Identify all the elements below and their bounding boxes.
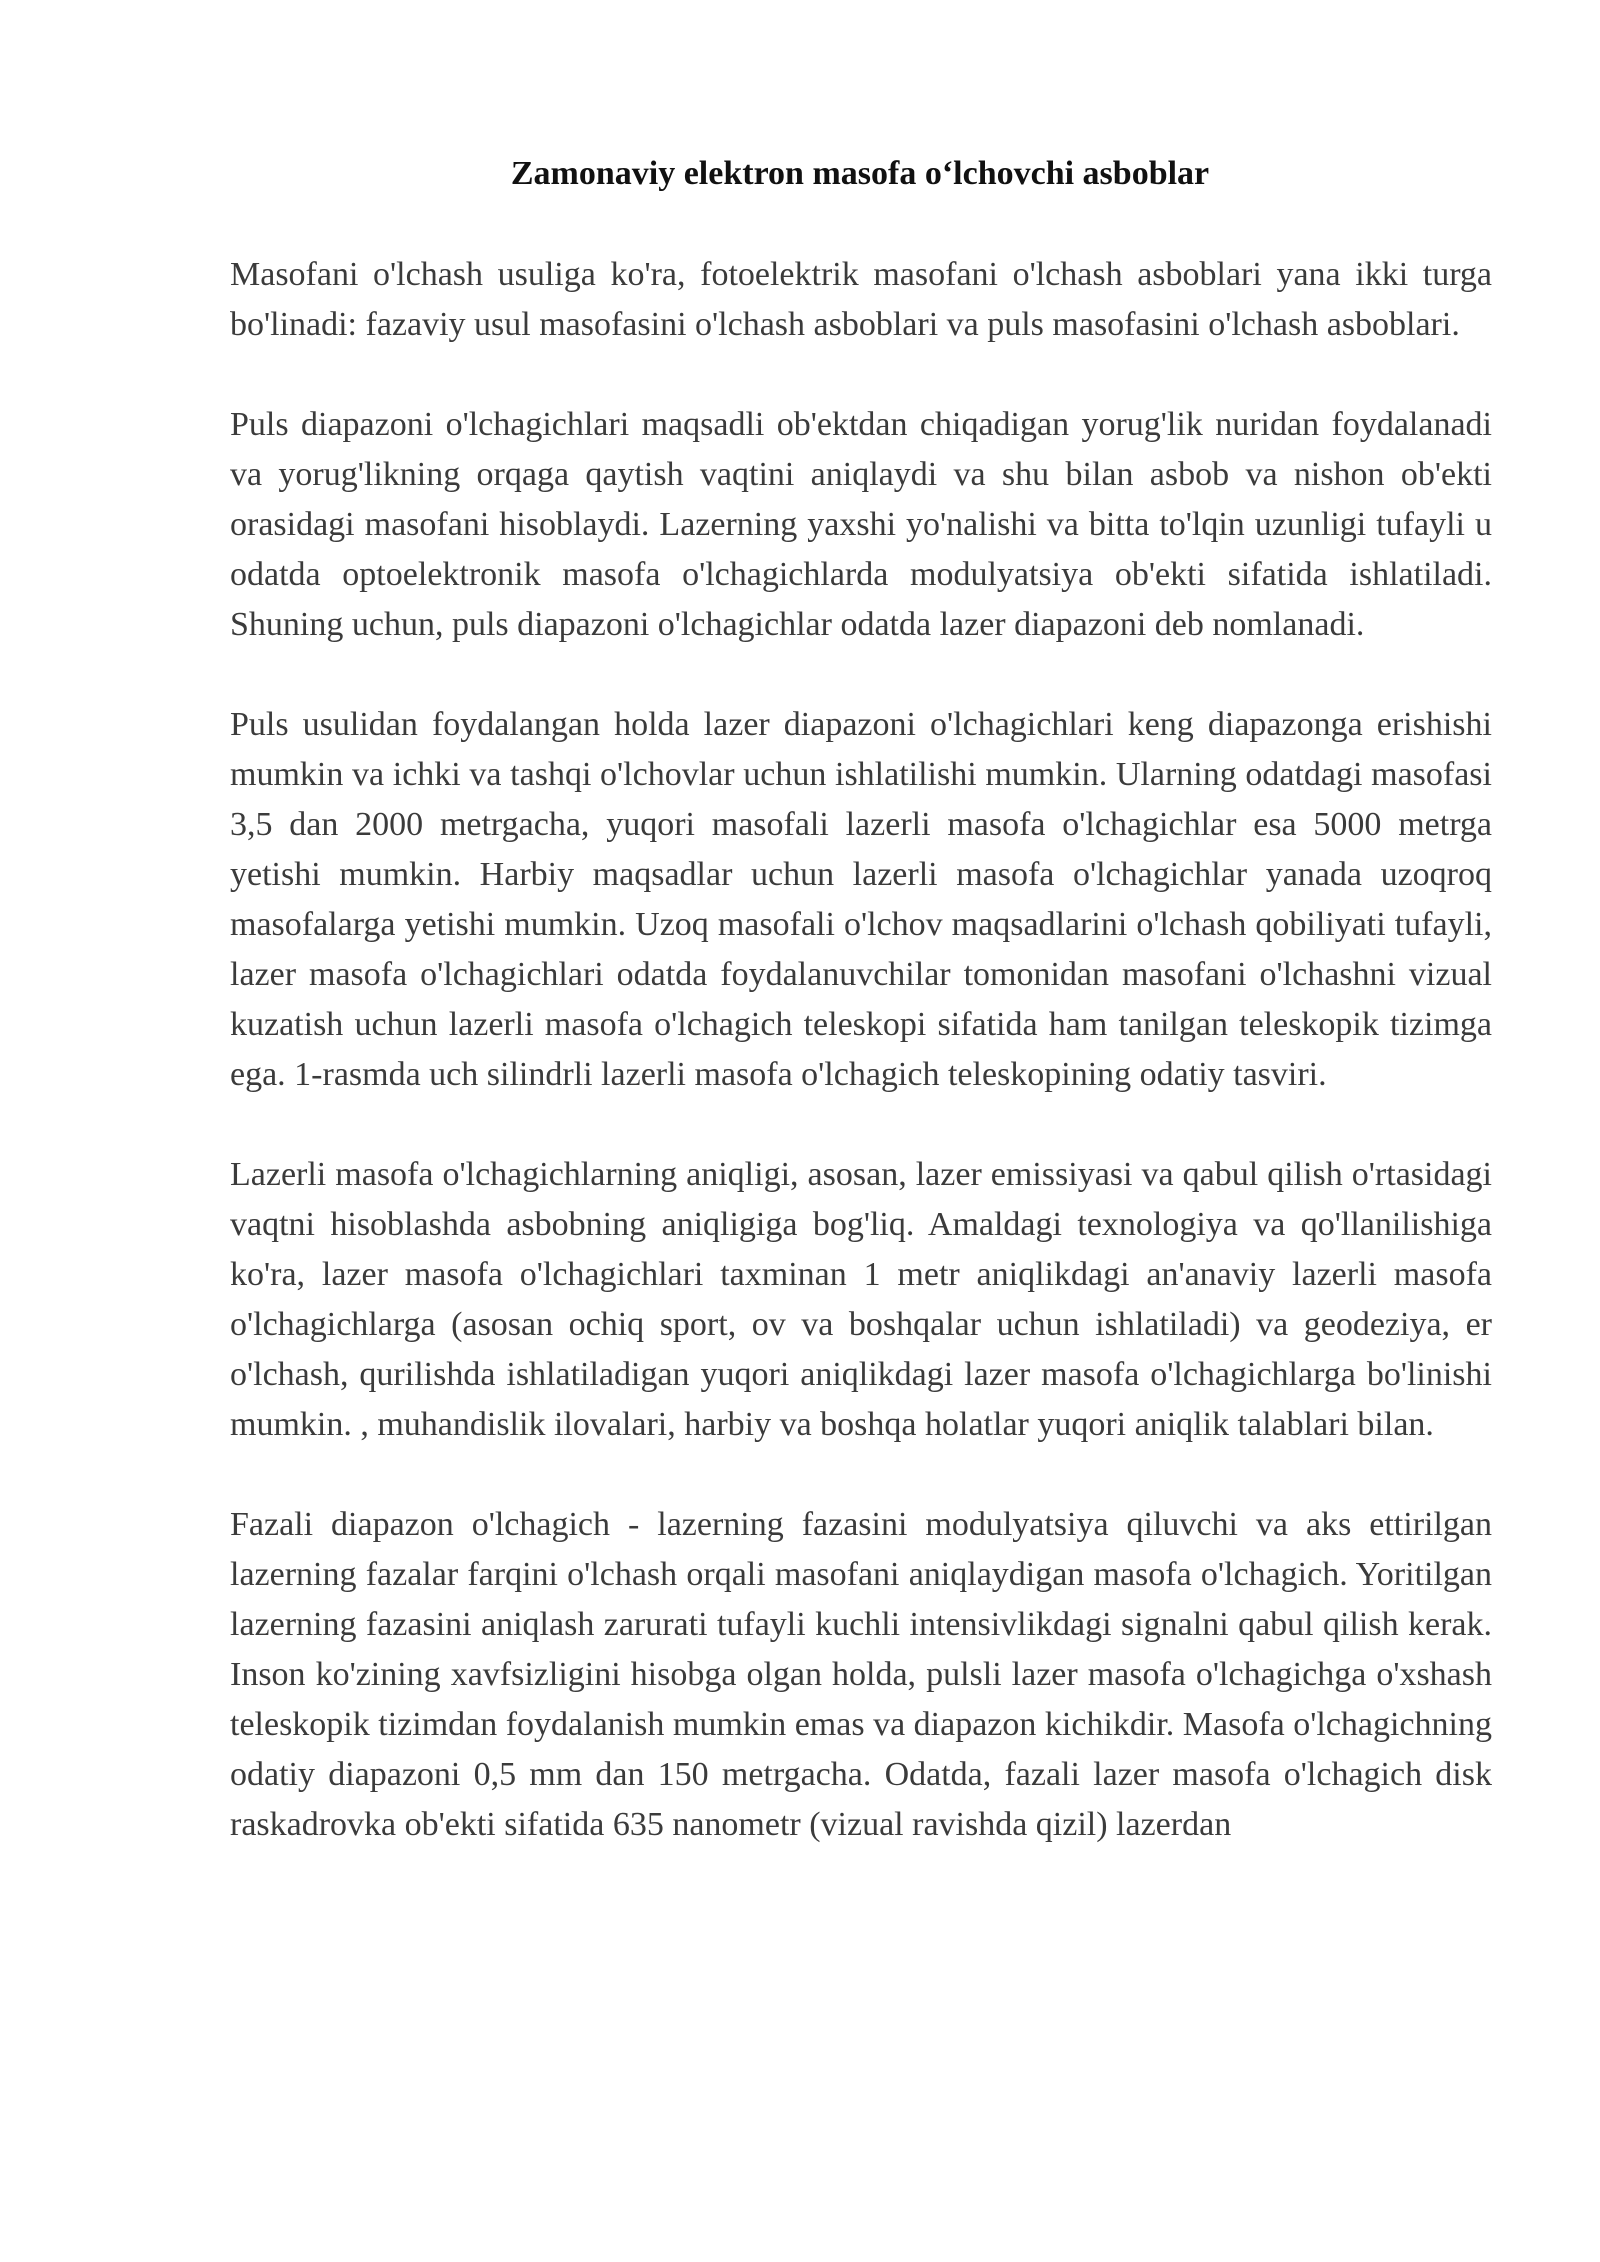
paragraph-1: Masofani o'lchash usuliga ko'ra, fotoelektrik masofani o'lchash asboblari yana ikki turga bo'linadi: fazaviy usul masofasini o'lchash asboblari va puls masofasini o'lchash asboblari.	[230, 256, 1492, 343]
paragraph-3: Puls usulidan foydalangan holda lazer diapazoni o'lchagichlari keng diapazonga erishishi mumkin va ichki va tashqi o'lchovlar uchun ishlatilishi mumkin. Ularning odatdagi masofasi 3,5 dan 2000 metrgacha, yuqori masofali lazerli masofa o'lchagichlar esa 5000 metrga yetishi mumkin. Harbiy maqsadlar uchun lazerli masofa o'lchagichlar yanada uzoqroq masofalarga yetishi mumkin. Uzoq masofali o'lchov maqsadlarini o'lchash qobiliyati tufayli, lazer masofa o'lchagichlari odatda foydalanuvchilar tomonidan masofani o'lchashni vizual kuzatish uchun lazerli masofa o'lchagich teleskopi sifatida ham tanilgan teleskopik tizimga ega. 1-rasmda uch silindrli lazerli masofa o'lchagich teleskopining odatiy tasviri.	[230, 706, 1492, 1093]
paragraph-2: Puls diapazoni o'lchagichlari maqsadli ob'ektdan chiqadigan yorug'lik nuridan foydalanadi va yorug'likning orqaga qaytish vaqtini aniqlaydi va shu bilan asbob va nishon ob'ekti orasidagi masofani hisoblaydi. Lazerning yaxshi yo'nalishi va bitta to'lqin uzunligi tufayli u odatda optoelektronik masofa o'lchagichlarda modulyatsiya ob'ekti sifatida ishlatiladi. Shuning uchun, puls diapazoni o'lchagichlar odatda lazer diapazoni deb nomlanadi.	[230, 406, 1492, 643]
paragraph-5: Fazali diapazon o'lchagich - lazerning fazasini modulyatsiya qiluvchi va aks ettirilgan lazerning fazalar farqini o'lchash orqali masofani aniqlaydigan masofa o'lchagich. Yoritilgan lazerning fazasini aniqlash zarurati tufayli kuchli intensivlikdagi signalni qabul qilish kerak. Inson ko'zining xavfsizligini hisobga olgan holda, pulsli lazer masofa o'lchagichga o'xshash teleskopik tizimdan foydalanish mumkin emas va diapazon kichikdir. Masofa o'lchagichning odatiy diapazoni 0,5 mm dan 150 metrgacha. Odatda, fazali lazer masofa o'lchagich disk raskadrovka ob'ekti sifatida 635 nanometr (vizual ravishda qizil) lazerdan	[230, 1506, 1492, 1843]
paragraph-4: Lazerli masofa o'lchagichlarning aniqligi, asosan, lazer emissiyasi va qabul qilish o'rtasidagi vaqtni hisoblashda asbobning aniqligiga bog'liq. Amaldagi texnologiya va qo'llanilishiga ko'ra, lazer masofa o'lchagichlari taxminan 1 metr aniqlikdagi an'anaviy lazerli masofa o'lchagichlarga (asosan ochiq sport, ov va boshqalar uchun ishlatiladi) va geodeziya, er o'lchash, qurilishda ishlatiladigan yuqori aniqlikdagi lazer masofa o'lchagichlarga bo'linishi mumkin. , muhandislik ilovalari, harbiy va boshqa holatlar yuqori aniqlik talablari bilan.	[230, 1156, 1492, 1443]
document-body	[230, 250, 1492, 1900]
document-title: Zamonaviy elektron masofa o‘lchovchi asboblar	[510, 155, 1210, 192]
